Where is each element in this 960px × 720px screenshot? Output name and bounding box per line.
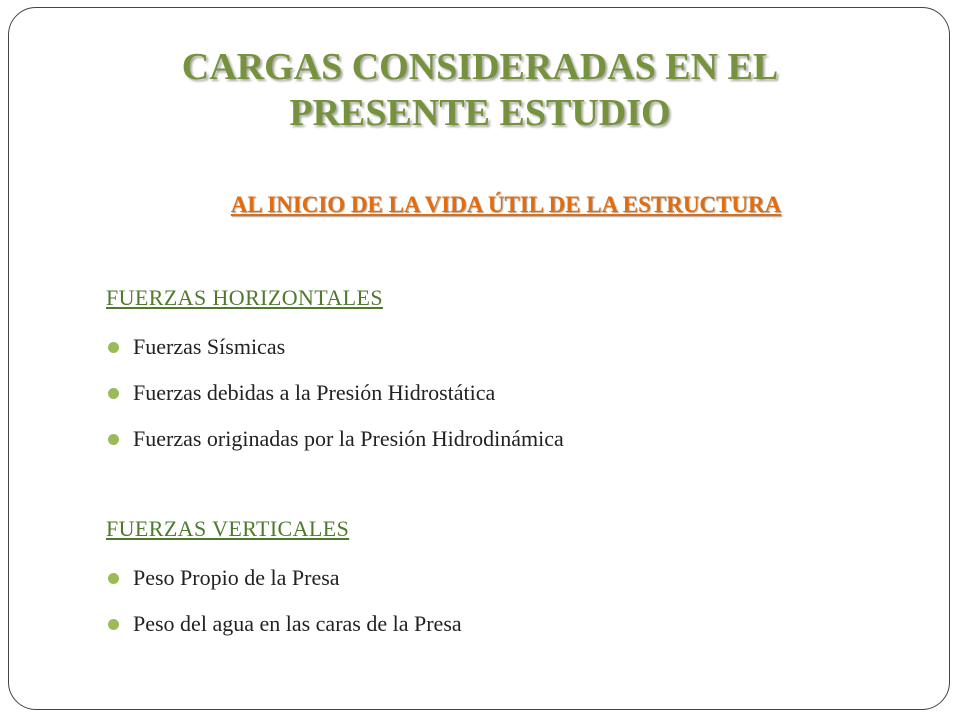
slide-title-line-1: CARGAS CONSIDERADAS EN EL bbox=[181, 46, 779, 88]
vertical-forces-heading: FUERZAS VERTICALES bbox=[106, 516, 350, 541]
list-item bbox=[106, 564, 462, 610]
list-item bbox=[106, 379, 564, 425]
bullet-icon bbox=[108, 573, 119, 584]
bullet-icon bbox=[108, 388, 119, 399]
bullet-icon bbox=[108, 434, 119, 445]
bullet-icon bbox=[108, 342, 119, 353]
list-item-label: Fuerzas originadas por la Presión Hidrodinámica bbox=[133, 426, 564, 451]
horizontal-forces-list bbox=[106, 333, 564, 471]
list-item bbox=[106, 610, 462, 656]
list-item bbox=[106, 333, 564, 379]
list-item bbox=[106, 425, 564, 471]
list-item-label: Peso del agua en las caras de la Presa bbox=[133, 611, 462, 636]
slide-title-line-2: PRESENTE ESTUDIO bbox=[289, 92, 671, 134]
list-item-label: Fuerzas debidas a la Presión Hidrostática bbox=[133, 380, 496, 405]
horizontal-forces-heading: FUERZAS HORIZONTALES bbox=[106, 285, 383, 310]
slide-subtitle: AL INICIO DE LA VIDA ÚTIL DE LA ESTRUCTURA bbox=[230, 192, 782, 217]
list-item-label: Fuerzas Sísmicas bbox=[133, 334, 286, 359]
bullet-icon bbox=[108, 619, 119, 630]
vertical-forces-list bbox=[106, 564, 462, 656]
list-item-label: Peso Propio de la Presa bbox=[133, 565, 340, 590]
slide-title bbox=[0, 44, 960, 136]
